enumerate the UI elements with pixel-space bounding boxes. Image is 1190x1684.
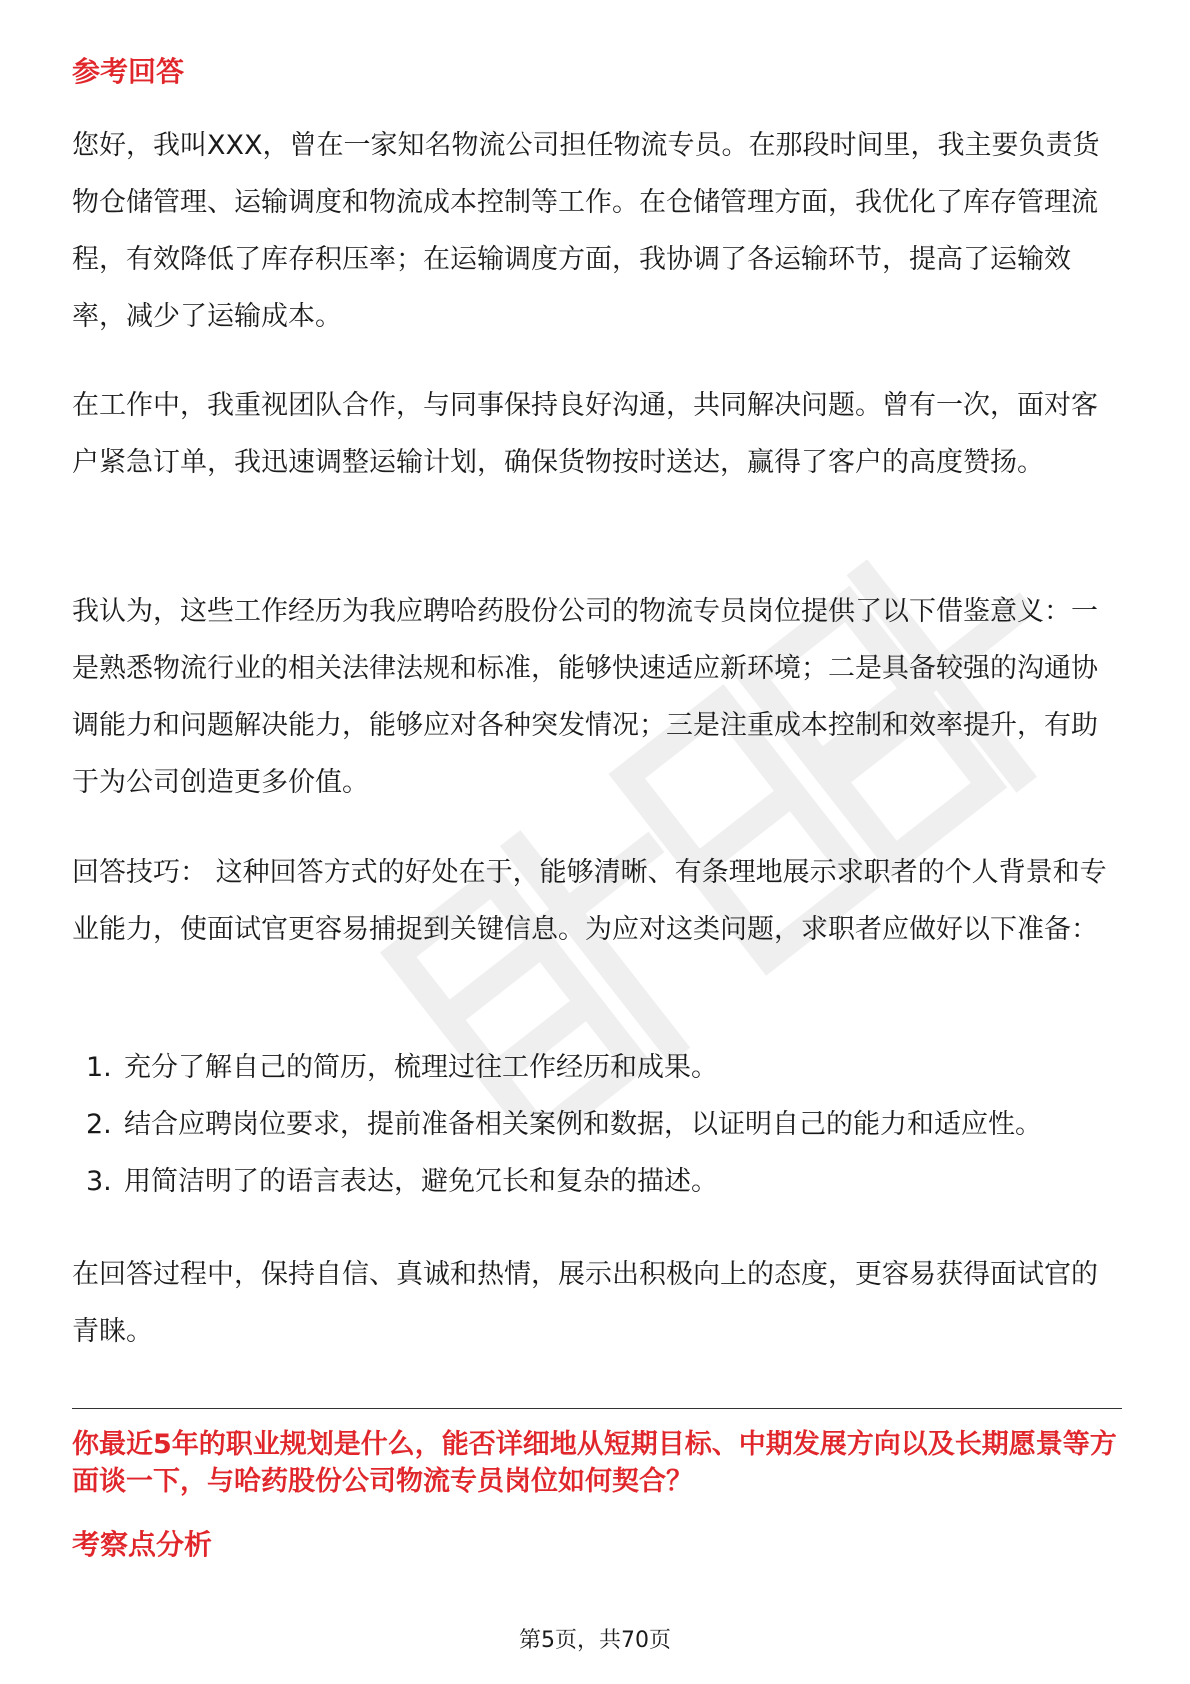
tips-closing: 在回答过程中，保持自信、真诚和热情，展示出积极向上的态度，更容易获得面试官的青睐。	[72, 1259, 1098, 1347]
list-item-text: 充分了解自己的简历，梳理过往工作经历和成果。	[124, 1052, 718, 1083]
answer-paragraph-3: 我认为，这些工作经历为我应聘哈药股份公司的物流专员岗位提供了以下借鉴意义：一是熟悉物流行业的相关法律法规和标准，能够快速适应新环境；二是具备较强的沟通协调能力和问题解决能力，能够应对各种突发情况；三是注重成本控制和效率提升，有助于为公司创造更多价值。	[72, 596, 1098, 798]
tips-list	[86, 1039, 1042, 1210]
page-number: 第5页，共70页	[519, 1628, 671, 1653]
section-divider	[72, 1408, 1122, 1409]
list-item-text: 结合应聘岗位要求，提前准备相关案例和数据，以证明自己的能力和适应性。	[124, 1109, 1042, 1140]
list-item-text: 用简洁明了的语言表达，避免冗长和复杂的描述。	[124, 1166, 718, 1197]
reference-answer-heading: 参考回答	[72, 55, 185, 88]
list-item-number: 2.	[86, 1109, 112, 1140]
list-item	[86, 1039, 1042, 1096]
list-item	[86, 1096, 1042, 1153]
page-footer	[0, 1626, 1190, 1656]
list-item-number: 3.	[86, 1166, 112, 1197]
tips-intro: 回答技巧： 这种回答方式的好处在于，能够清晰、有条理地展示求职者的个人背景和专业能力，使面试官更容易捕捉到关键信息。为应对这类问题，求职者应做好以下准备：	[72, 857, 1107, 945]
list-item	[86, 1153, 1042, 1210]
next-question: 你最近5年的职业规划是什么，能否详细地从短期目标、中期发展方向以及长期愿景等方面谈一下，与哈药股份公司物流专员岗位如何契合？	[72, 1429, 1117, 1497]
list-item-number: 1.	[86, 1052, 112, 1083]
answer-paragraph-2: 在工作中，我重视团队合作，与同事保持良好沟通，共同解决问题。曾有一次，面对客户紧急订单，我迅速调整运输计划，确保货物按时送达，赢得了客户的高度赞扬。	[72, 390, 1098, 478]
analysis-heading: 考察点分析	[72, 1528, 213, 1561]
answer-paragraph-1: 您好，我叫XXX，曾在一家知名物流公司担任物流专员。在那段时间里，我主要负责货物仓储管理、运输调度和物流成本控制等工作。在仓储管理方面，我优化了库存管理流程，有效降低了库存积压率；在运输调度方面，我协调了各运输环节，提高了运输效率，减少了运输成本。	[72, 130, 1100, 332]
